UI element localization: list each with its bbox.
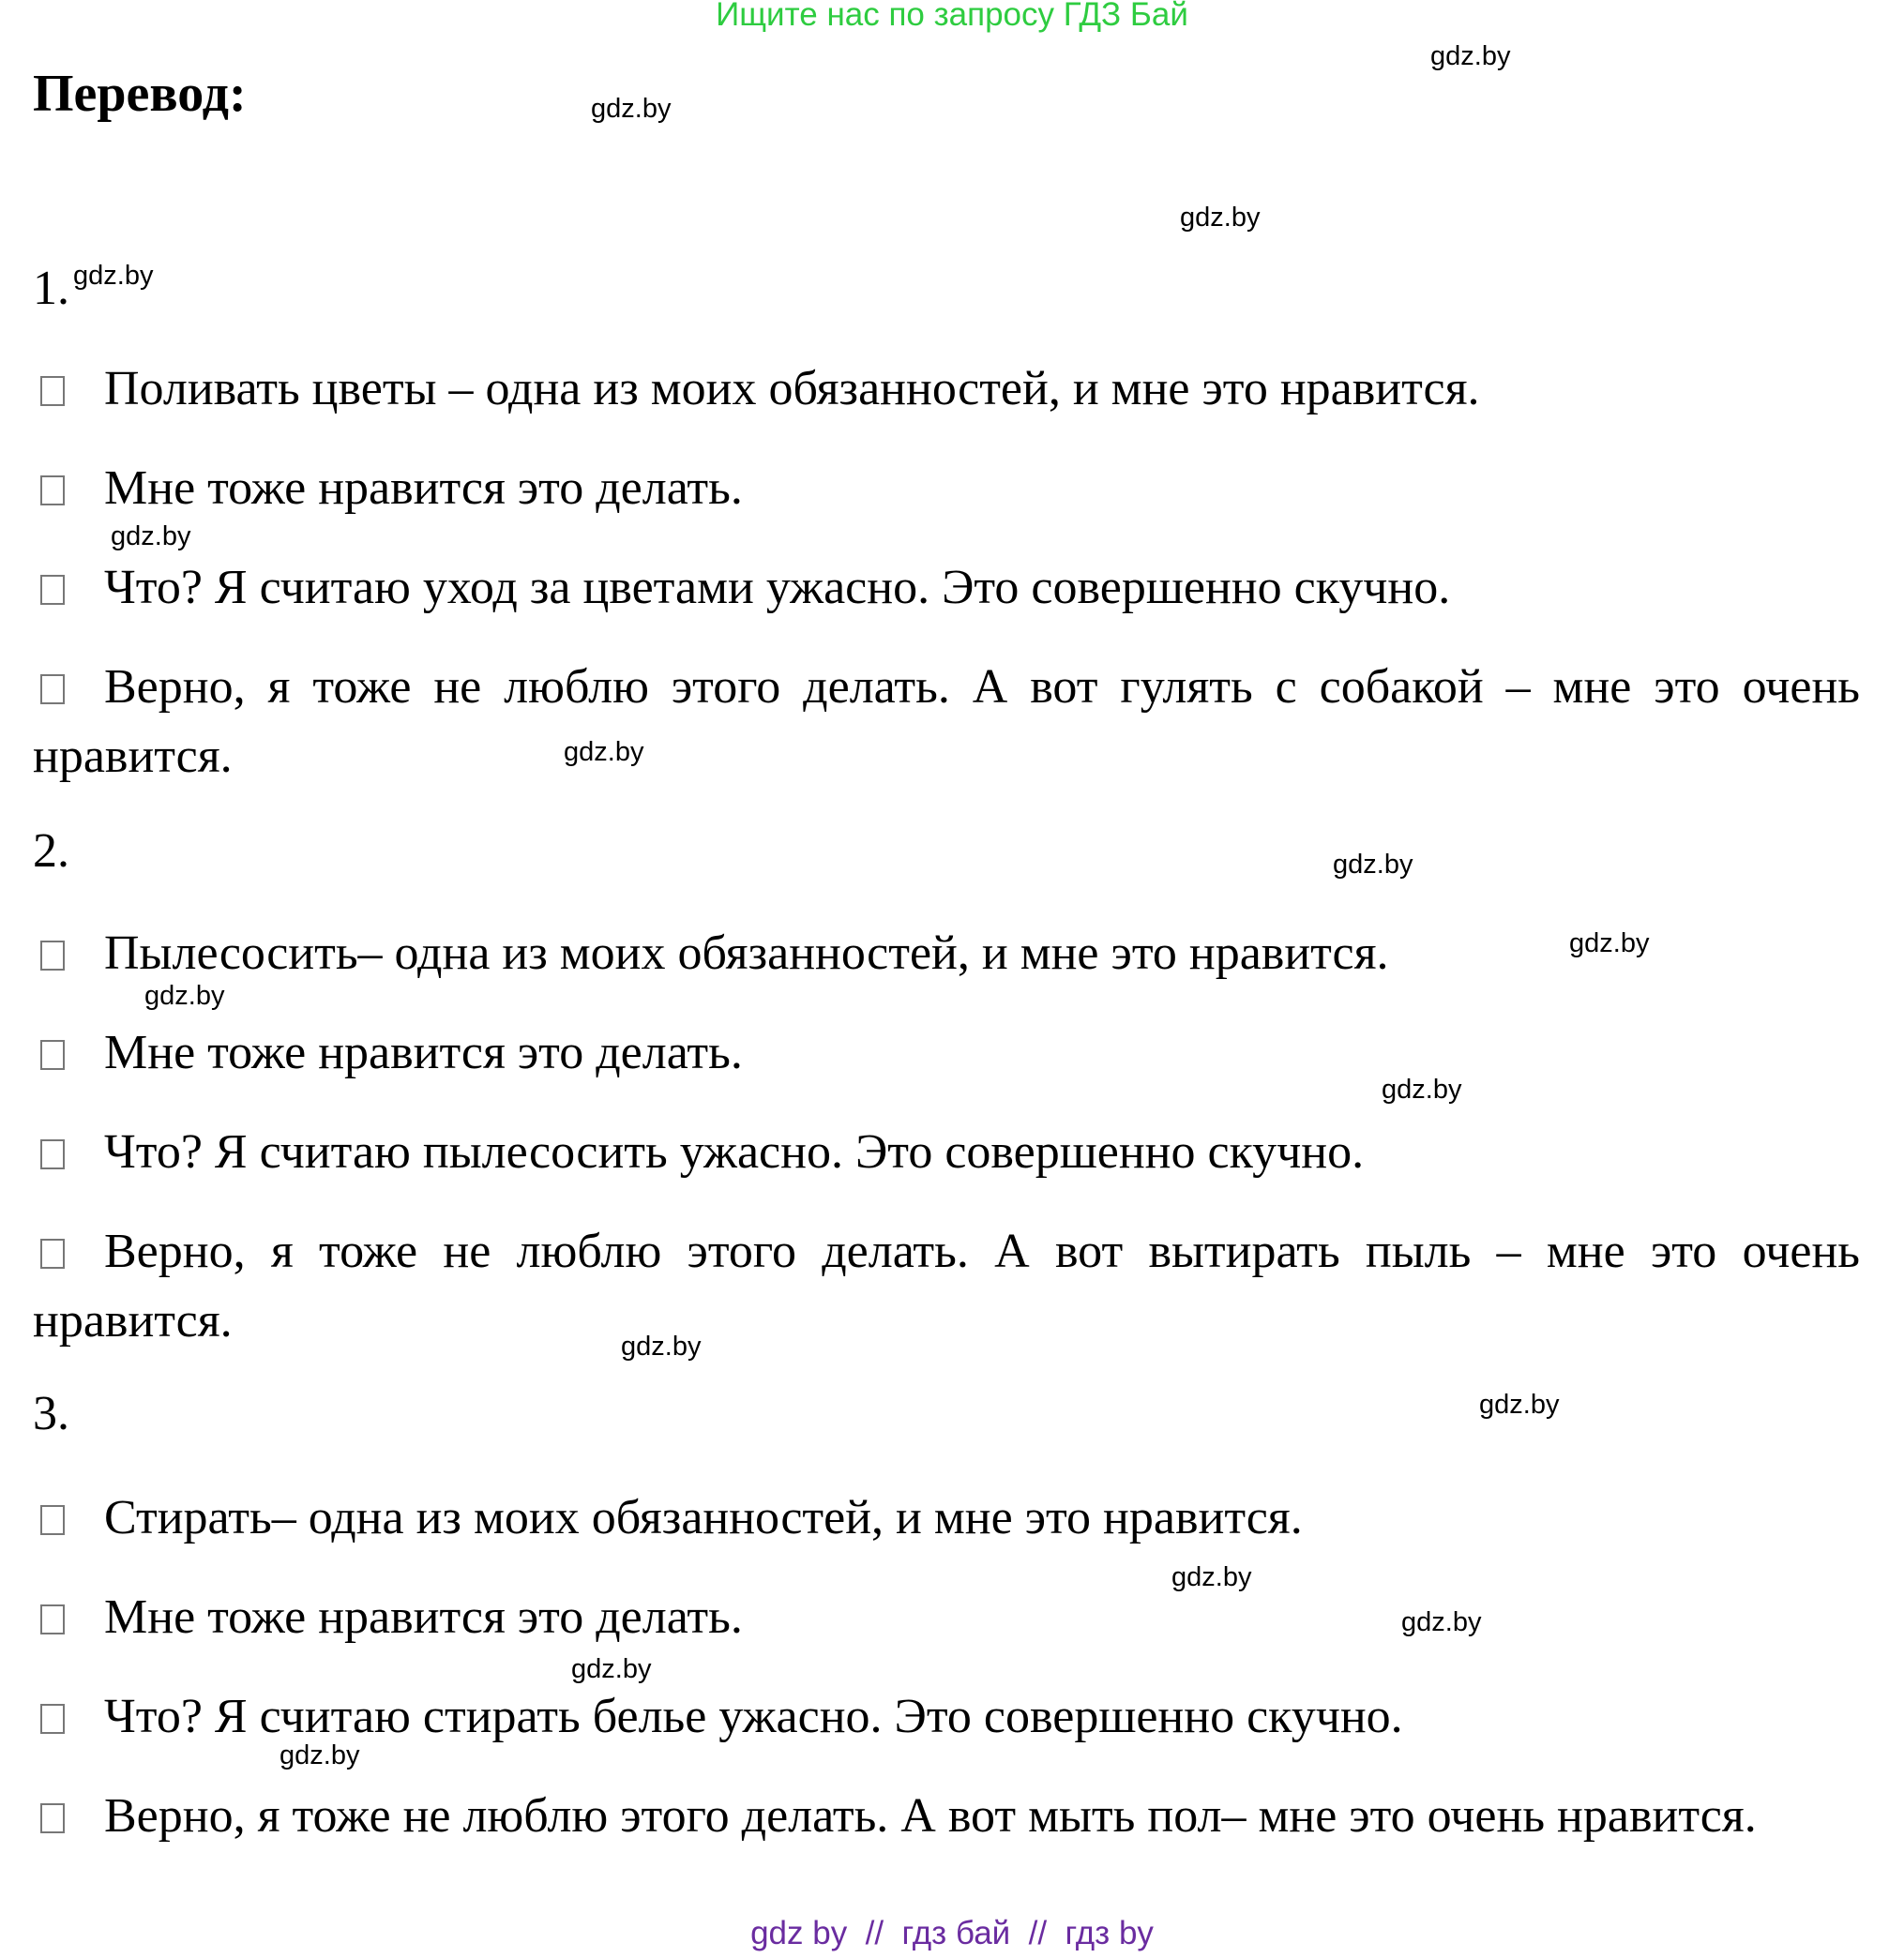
dialogue-line: Что? Я считаю уход за цветами ужасно. Это совершенно скучно. — [33, 553, 1860, 623]
watermark: gdz.by — [1333, 850, 1413, 880]
dialogue-line: Верно, я тоже не люблю этого делать. А вот мыть пол– мне это очень нравится. — [33, 1782, 1860, 1851]
watermark: gdz.by — [1479, 1390, 1560, 1420]
watermark: gdz.by — [1171, 1562, 1252, 1592]
page-title: Перевод: — [33, 65, 247, 123]
watermark: gdz.by — [1401, 1607, 1482, 1637]
dialogue-line: Мне тоже нравится это делать. — [33, 1018, 1860, 1088]
watermark: gdz.by — [591, 94, 672, 124]
checkbox-icon — [40, 1803, 65, 1833]
checkbox-icon — [40, 1139, 65, 1169]
checkbox-icon — [40, 1704, 65, 1734]
checkbox-icon — [40, 376, 65, 406]
watermark: gdz.by — [144, 981, 225, 1011]
dialogue-line: Что? Я считаю пылесосить ужасно. Это совершенно скучно. — [33, 1118, 1860, 1187]
checkbox-icon — [40, 941, 65, 971]
dialogue-line: Мне тоже нравится это делать. — [33, 454, 1860, 523]
watermark: gdz.by — [1430, 41, 1511, 71]
footer-links: gdz by // гдз бай // гдз by — [750, 1915, 1154, 1951]
checkbox-icon — [40, 1505, 65, 1535]
watermark: gdz.by — [73, 261, 154, 291]
watermark: gdz.by — [111, 521, 191, 551]
dialogue-line: Верно, я тоже не люблю этого делать. А вот гулять с собакой – мне это очень нравится. — [33, 660, 1860, 783]
checkbox-icon — [40, 1604, 65, 1634]
watermark: gdz.by — [1180, 203, 1261, 233]
search-banner: Ищите нас по запросу ГДЗ Бай — [716, 0, 1188, 33]
watermark: gdz.by — [1569, 928, 1650, 958]
dialogue-line: Пылесосить– одна из моих обязанностей, и мне это нравится. — [33, 919, 1860, 988]
watermark: gdz.by — [1382, 1075, 1462, 1105]
watermark: gdz.by — [571, 1654, 652, 1684]
section-number-2: 2. — [33, 824, 69, 878]
watermark: gdz.by — [621, 1332, 702, 1362]
dialogue-line: Поливать цветы – одна из моих обязанностей, и мне это нравится. — [33, 354, 1860, 424]
dialogue-line: Мне тоже нравится это делать. — [33, 1583, 1860, 1652]
checkbox-icon — [40, 1040, 65, 1070]
watermark: gdz.by — [280, 1740, 360, 1770]
checkbox-icon — [40, 1239, 65, 1269]
checkbox-icon — [40, 475, 65, 505]
checkbox-icon — [40, 674, 65, 704]
dialogue-line: Что? Я считаю стирать белье ужасно. Это совершенно скучно. — [33, 1682, 1860, 1752]
watermark: gdz.by — [564, 737, 644, 767]
checkbox-icon — [40, 575, 65, 605]
section-number-1: 1. — [33, 262, 69, 315]
dialogue-line: Стирать– одна из моих обязанностей, и мне это нравится. — [33, 1484, 1860, 1553]
dialogue-line: Верно, я тоже не люблю этого делать. А вот вытирать пыль – мне это очень нравится. — [33, 1225, 1860, 1348]
section-number-3: 3. — [33, 1387, 69, 1440]
